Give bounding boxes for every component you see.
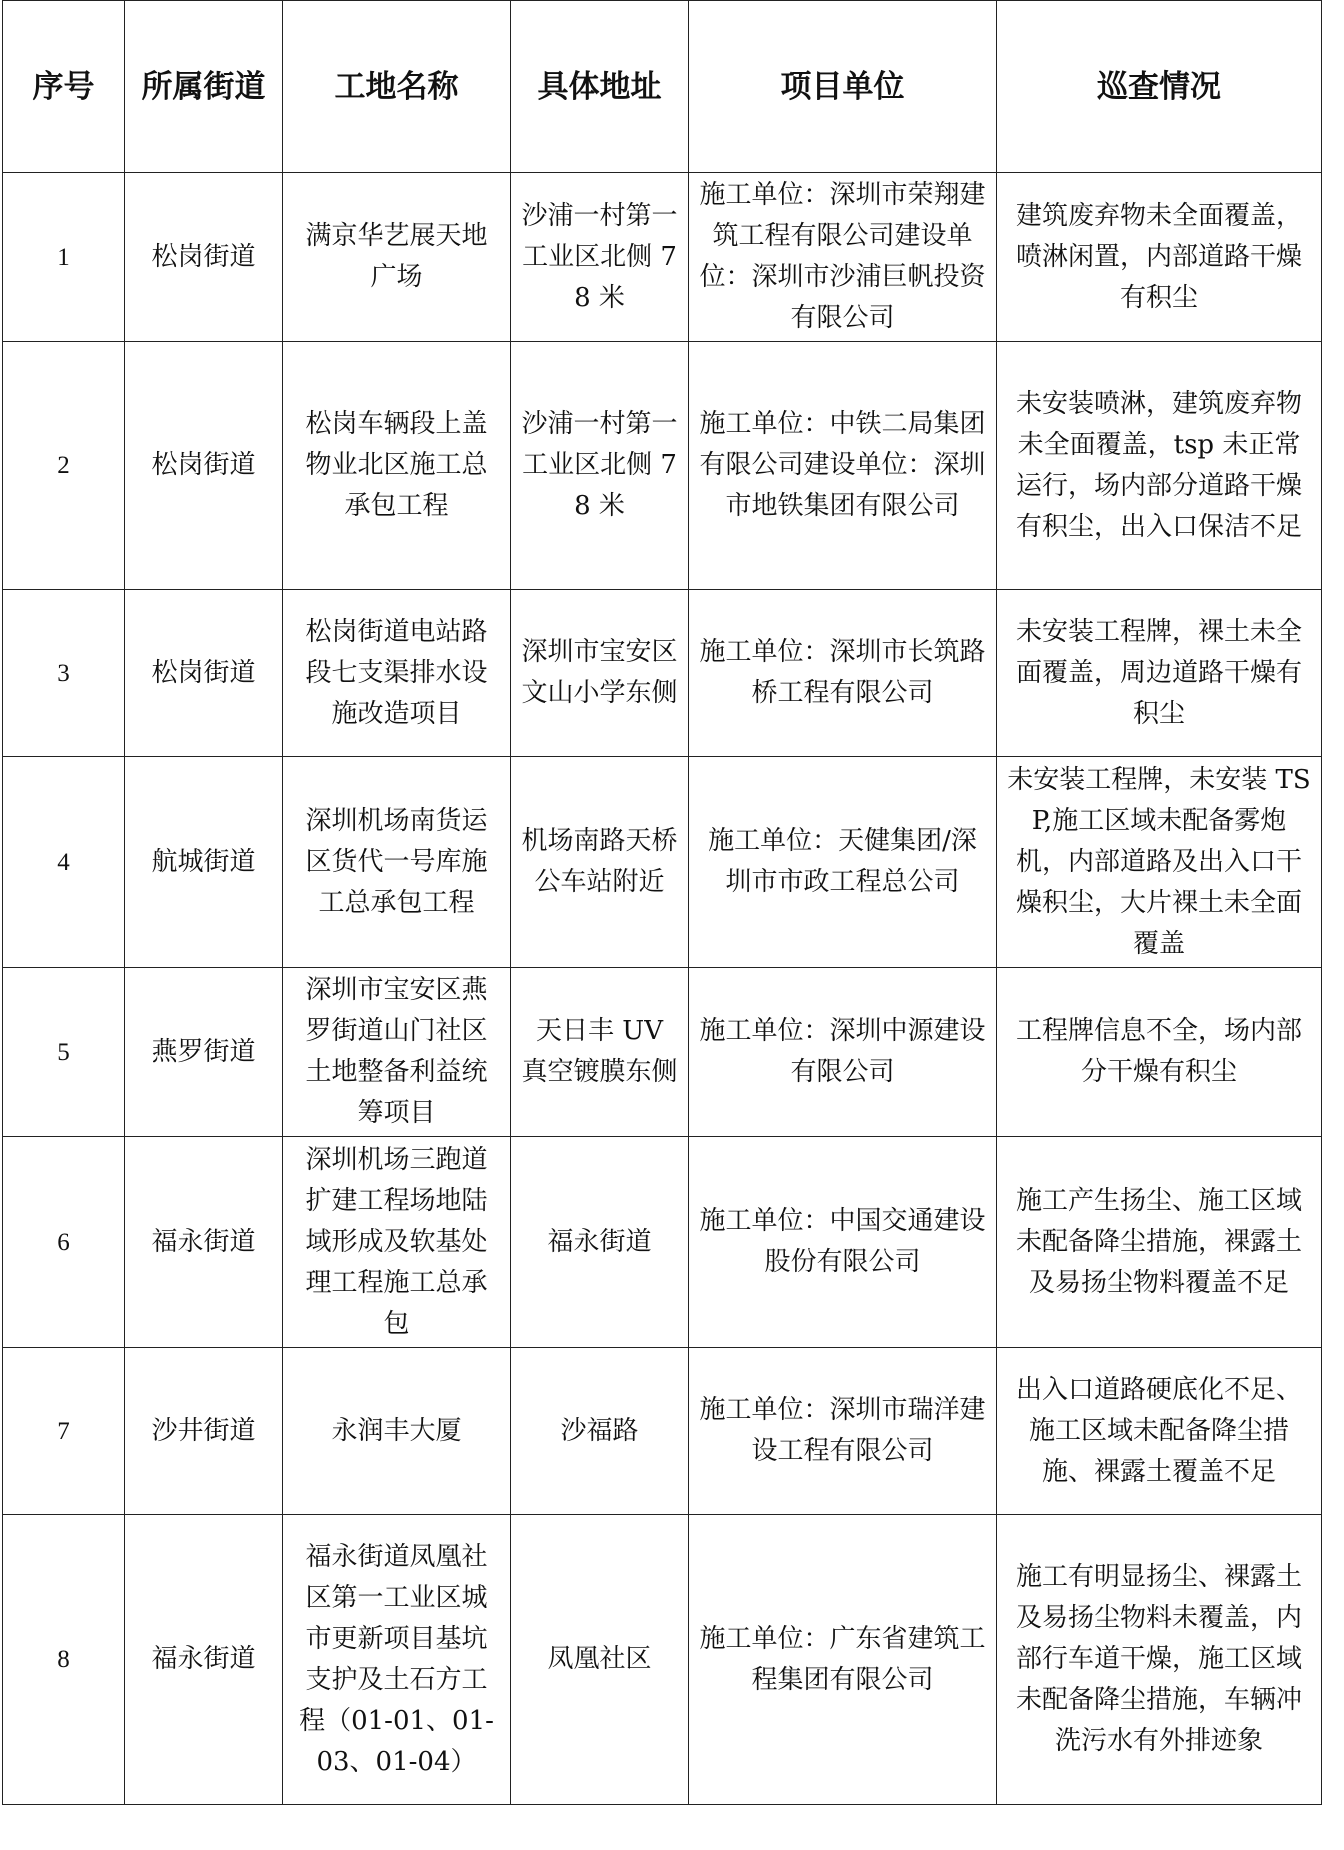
header-status: 巡查情况 (997, 1, 1322, 173)
cell-street: 沙井街道 (125, 1348, 283, 1515)
cell-unit: 施工单位：深圳中源建设有限公司 (689, 968, 997, 1137)
cell-status: 未安装喷淋，建筑废弃物未全面覆盖，tsp 未正常运行，场内部分道路干燥有积尘，出入口保洁不足 (997, 342, 1322, 590)
header-site-name: 工地名称 (283, 1, 511, 173)
cell-unit: 施工单位：中铁二局集团有限公司建设单位：深圳市地铁集团有限公司 (689, 342, 997, 590)
cell-seq: 7 (3, 1348, 125, 1515)
cell-street: 燕罗街道 (125, 968, 283, 1137)
cell-site-name: 永润丰大厦 (283, 1348, 511, 1515)
cell-street: 福永街道 (125, 1137, 283, 1348)
header-address: 具体地址 (511, 1, 689, 173)
table-row (3, 173, 1322, 342)
cell-site-name: 松岗车辆段上盖物业北区施工总承包工程 (283, 342, 511, 590)
cell-site-name: 深圳机场南货运区货代一号库施工总承包工程 (283, 757, 511, 968)
cell-site-name: 满京华艺展天地广场 (283, 173, 511, 342)
cell-status: 工程牌信息不全，场内部分干燥有积尘 (997, 968, 1322, 1137)
cell-street: 松岗街道 (125, 342, 283, 590)
cell-address: 福永街道 (511, 1137, 689, 1348)
cell-address: 凤凰社区 (511, 1515, 689, 1805)
cell-site-name: 深圳市宝安区燕罗街道山门社区土地整备利益统筹项目 (283, 968, 511, 1137)
cell-unit: 施工单位：广东省建筑工程集团有限公司 (689, 1515, 997, 1805)
cell-status: 出入口道路硬底化不足、施工区域未配备降尘措施、裸露土覆盖不足 (997, 1348, 1322, 1515)
cell-street: 福永街道 (125, 1515, 283, 1805)
cell-seq: 2 (3, 342, 125, 590)
cell-status: 未安装工程牌，裸土未全面覆盖，周边道路干燥有积尘 (997, 590, 1322, 757)
cell-address: 沙浦一村第一工业区北侧 78 米 (511, 342, 689, 590)
cell-address: 沙浦一村第一工业区北侧 78 米 (511, 173, 689, 342)
cell-address: 沙福路 (511, 1348, 689, 1515)
cell-seq: 1 (3, 173, 125, 342)
inspection-table (2, 0, 1322, 1805)
cell-site-name: 松岗街道电站路段七支渠排水设施改造项目 (283, 590, 511, 757)
cell-seq: 6 (3, 1137, 125, 1348)
table-header-row (3, 1, 1322, 173)
cell-status: 施工有明显扬尘、裸露土及易扬尘物料未覆盖，内部行车道干燥，施工区域未配备降尘措施，车辆冲洗污水有外排迹象 (997, 1515, 1322, 1805)
cell-unit: 施工单位：中国交通建设股份有限公司 (689, 1137, 997, 1348)
cell-status: 建筑废弃物未全面覆盖，喷淋闲置，内部道路干燥有积尘 (997, 173, 1322, 342)
table-row (3, 1348, 1322, 1515)
cell-unit: 施工单位：深圳市瑞洋建设工程有限公司 (689, 1348, 997, 1515)
cell-seq: 8 (3, 1515, 125, 1805)
table-row (3, 757, 1322, 968)
cell-seq: 5 (3, 968, 125, 1137)
cell-unit: 施工单位：深圳市荣翔建筑工程有限公司建设单位：深圳市沙浦巨帆投资有限公司 (689, 173, 997, 342)
cell-street: 航城街道 (125, 757, 283, 968)
cell-seq: 3 (3, 590, 125, 757)
cell-site-name: 深圳机场三跑道扩建工程场地陆域形成及软基处理工程施工总承包 (283, 1137, 511, 1348)
cell-status: 未安装工程牌，未安装 TSP,施工区域未配备雾炮机，内部道路及出入口干燥积尘，大片裸土未全面覆盖 (997, 757, 1322, 968)
cell-address: 天日丰 UV 真空镀膜东侧 (511, 968, 689, 1137)
table-row (3, 968, 1322, 1137)
table-row (3, 1137, 1322, 1348)
cell-address: 深圳市宝安区文山小学东侧 (511, 590, 689, 757)
table-row (3, 590, 1322, 757)
header-unit: 项目单位 (689, 1, 997, 173)
table-row (3, 1515, 1322, 1805)
cell-seq: 4 (3, 757, 125, 968)
cell-street: 松岗街道 (125, 173, 283, 342)
cell-street: 松岗街道 (125, 590, 283, 757)
cell-status: 施工产生扬尘、施工区域未配备降尘措施，裸露土及易扬尘物料覆盖不足 (997, 1137, 1322, 1348)
cell-unit: 施工单位：深圳市长筑路桥工程有限公司 (689, 590, 997, 757)
cell-unit: 施工单位：天健集团/深圳市市政工程总公司 (689, 757, 997, 968)
header-street: 所属街道 (125, 1, 283, 173)
cell-address: 机场南路天桥公车站附近 (511, 757, 689, 968)
cell-site-name: 福永街道凤凰社区第一工业区城市更新项目基坑支护及土石方工程（01-01、01-03、01-04） (283, 1515, 511, 1805)
table-row (3, 342, 1322, 590)
header-seq: 序号 (3, 1, 125, 173)
